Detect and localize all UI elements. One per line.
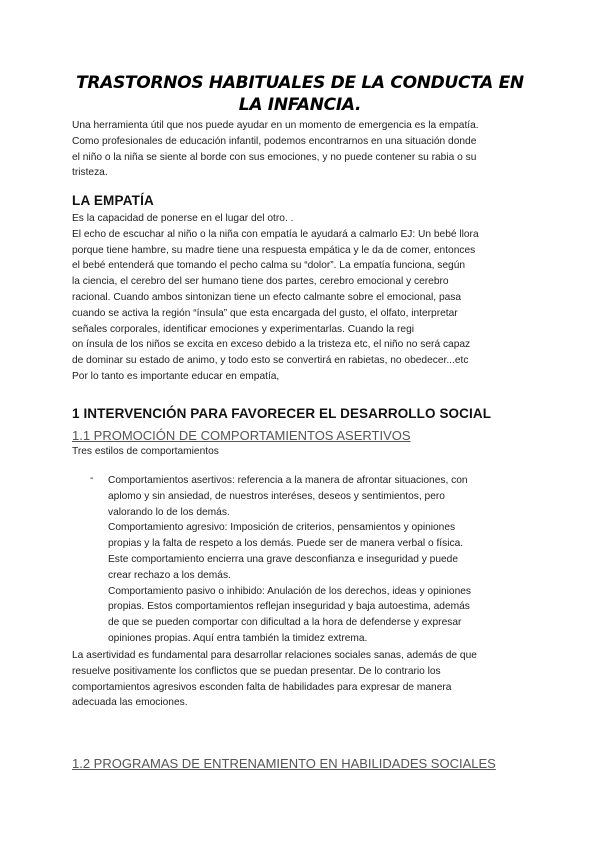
bullet-dash: -: [90, 473, 94, 484]
asertivos-line: Comportamientos asertivos: referencia a la manera de afrontar situaciones, con: [108, 475, 468, 486]
intro-line: Como profesionales de educación infantil, podemos encontrarnos en una situación donde: [72, 135, 477, 147]
agresivo-line: Este comportamiento encierra una grave desconfianza e inseguridad y puede: [108, 553, 458, 565]
conclusion-paragraph: [72, 648, 522, 711]
intro-line: el niño o la niña se siente al borde con sus emociones, y no puede contener su rabia o su: [72, 151, 477, 163]
agresivo-line: propias y la falta de respeto a los demás. Puede ser de manera verbal o física.: [108, 538, 464, 550]
agresivo-line: crear rechazo a los demás.: [108, 569, 231, 581]
empatia-heading: LA EMPATÍA: [72, 193, 154, 208]
conclusion-line: resuelve positivamente los conflictos que se puedan presentar. De lo contrario los: [72, 665, 441, 677]
document-title: TRASTORNOS HABITUALES DE LA CONDUCTA EN LA INFANCIA.: [76, 73, 524, 115]
subsection-1-1-heading: 1.1 PROMOCIÓN DE COMPORTAMIENTOS ASERTIVOS: [72, 428, 411, 443]
empatia-line: cuando se activa la región “ínsula” que esta encargada del gusto, el olfato, interpretar: [72, 307, 458, 319]
subsection-1-2-heading: 1.2 PROGRAMAS DE ENTRENAMIENTO EN HABILIDADES SOCIALES: [72, 756, 496, 771]
empatia-line: El echo de escuchar al niño o la niña con empatía le ayudará a calmarlo EJ: Un bebé llora: [72, 228, 479, 240]
agresivo-item: [108, 520, 518, 583]
pasivo-item: [108, 584, 518, 647]
styles-label: Tres estilos de comportamientos: [72, 446, 219, 457]
pasivo-line: Comportamiento pasivo o inhibido: Anulación de los derechos, ideas y opiniones: [108, 585, 472, 597]
conclusion-line: La asertividad es fundamental para desarrollar relaciones sociales sanas, además de que: [72, 650, 477, 661]
agresivo-line: Comportamiento agresivo: Imposición de criterios, pensamientos y opiniones: [108, 522, 456, 534]
empatia-line: Es la capacidad de ponerse en el lugar del otro. .: [72, 213, 294, 224]
empatia-paragraph: [72, 211, 522, 385]
empatia-line: de dominar su estado de animo, y todo esto se convertirá en rabietas, no obedecer...etc: [72, 355, 469, 367]
empatia-line: Por lo tanto es importante educar en empatía,: [72, 370, 280, 382]
empatia-line: on ínsula de los niños se excita en exceso debido a la tristeza etc, el niño no será capaz: [72, 339, 471, 351]
section1-heading: 1 INTERVENCIÓN PARA FAVORECER EL DESARROLLO SOCIAL: [72, 406, 492, 421]
pasivo-line: de que se pueden comportar con dificultad a la hora de defenderse y expresar: [108, 617, 462, 629]
empatia-line: la ciencia, el cerebro del ser humano tiene dos partes, cerebro emocional y cerebro: [72, 276, 449, 288]
behavior-styles-list: [108, 473, 518, 647]
asertivos-item: [108, 473, 518, 520]
intro-line: Una herramienta útil que nos puede ayudar en un momento de emergencia es la empatía.: [72, 120, 479, 131]
empatia-line: señales corporales, identificar emociones y experimentarlas. Cuando la regi: [72, 323, 415, 335]
conclusion-line: comportamientos agresivos esconden falta de habilidades para expresar de manera: [72, 681, 452, 693]
pasivo-line: opiniones propias. Aquí entra también la timidez extrema.: [108, 632, 368, 644]
intro-line: tristeza.: [72, 167, 108, 179]
asertivos-line: valorando lo de los demás.: [108, 506, 230, 518]
empatia-line: el bebé entenderá que tomando el pecho calma su “dolor”. La empatía funciona, según: [72, 260, 466, 272]
asertivos-line: aplomo y sin ansiedad, de nuestros interéses, deseos y sentimientos, pero: [108, 490, 445, 502]
conclusion-line: adecuada las emociones.: [72, 697, 188, 709]
empatia-line: racional. Cuando ambos sintonizan tiene un efecto calmante sobre el emocional, pasa: [72, 291, 462, 303]
pasivo-line: propias. Estos comportamientos reflejan inseguridad y baja autoestima, además: [108, 601, 470, 613]
empatia-line: porque tiene hambre, su madre tiene una respuesta empática y le da de comer, entonces: [72, 244, 476, 256]
intro-paragraph: [72, 118, 522, 181]
